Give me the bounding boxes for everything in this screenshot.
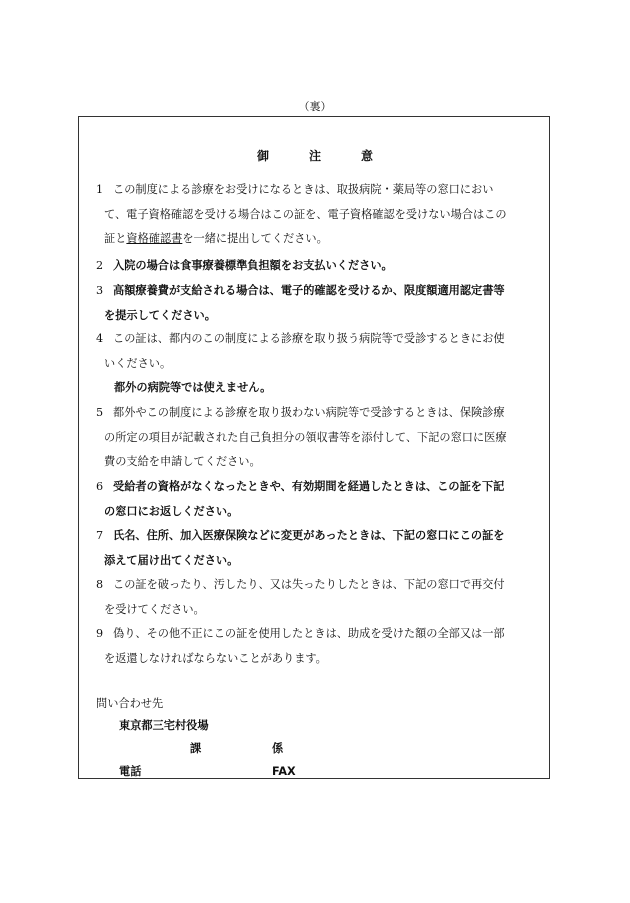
note-text: を返還しなければならないことがあります。 (104, 651, 327, 665)
note-number: 7 (96, 529, 104, 542)
note-number: 5 (96, 406, 104, 419)
note-8 (96, 573, 536, 622)
note-text: 都外やこの制度による診療を取り扱わない病院等で受診するときは、保険診療 (113, 406, 505, 419)
note-4 (96, 327, 536, 401)
contact-fax-label: FAX (272, 765, 296, 778)
note-text: 偽り、その他不正にこの証を使用したときは、助成を受けた額の全部又は一部 (113, 627, 505, 640)
note-9 (96, 622, 536, 671)
underlined-term: 資格確認書 (126, 232, 183, 245)
note-text: 受給者の資格がなくなったときや、有効期間を経過したときは、この証を下記 (113, 480, 505, 493)
note-number: 4 (96, 332, 104, 345)
note-text: の窓口にお返しください。 (104, 504, 239, 518)
contact-office: 東京都三宅村役場 (119, 719, 209, 732)
note-text: 費の支給を申請してください。 (104, 455, 261, 468)
note-text: この制度による診療をお受けになるときは、取扱病院・薬局等の窓口におい (113, 183, 494, 196)
note-text: この証は、都内のこの制度による診療を取り扱う病院等で受診するときにお使 (113, 332, 505, 345)
note-number: 6 (96, 480, 104, 493)
contact-subsection-label: 係 (272, 742, 284, 755)
note-number: 1 (96, 183, 104, 196)
note-warning: 都外の病院等では使えません。 (114, 381, 272, 394)
note-text: この証を破ったり、汚したり、又は失ったりしたときは、下記の窓口で再交付 (113, 578, 505, 591)
note-text: を受けてください。 (104, 602, 205, 616)
note-number: 2 (96, 259, 104, 272)
note-3 (96, 279, 536, 328)
note-number: 3 (96, 284, 104, 297)
note-6 (96, 475, 536, 524)
note-text: て、電子資格確認を受ける場合はこの証を、電子資格確認を受けない場合はこの (104, 207, 507, 221)
contact-section-label: 課 (190, 742, 202, 755)
note-text: 証と (104, 232, 127, 245)
notice-title: 御 注 意 (256, 149, 387, 163)
note-7 (96, 524, 536, 573)
contact-heading: 問い合わせ先 (96, 697, 164, 710)
note-text: を一緒に提出してください。 (182, 232, 328, 245)
note-5 (96, 401, 536, 475)
note-1 (96, 178, 536, 252)
page-side-label: （裏） (298, 100, 332, 113)
note-text: 氏名、住所、加入医療保険などに変更があったときは、下記の窓口にこの証を (113, 529, 505, 542)
note-text: 高額療養費が支給される場合は、電子的確認を受けるか、限度額適用認定書等 (113, 284, 505, 297)
note-number: 8 (96, 578, 104, 591)
note-text: 添えて届け出てください。 (104, 553, 239, 567)
contact-phone-label: 電話 (119, 765, 142, 778)
note-number: 9 (96, 627, 104, 640)
note-text: 入院の場合は食事療養標準負担額をお支払いください。 (113, 259, 393, 272)
note-2 (96, 254, 536, 279)
note-text: を提示してください。 (104, 308, 216, 322)
note-text: の所定の項目が記載された自己負担分の領収書等を添付して、下記の窓口に医療 (104, 430, 507, 444)
note-text: いください。 (104, 356, 172, 370)
